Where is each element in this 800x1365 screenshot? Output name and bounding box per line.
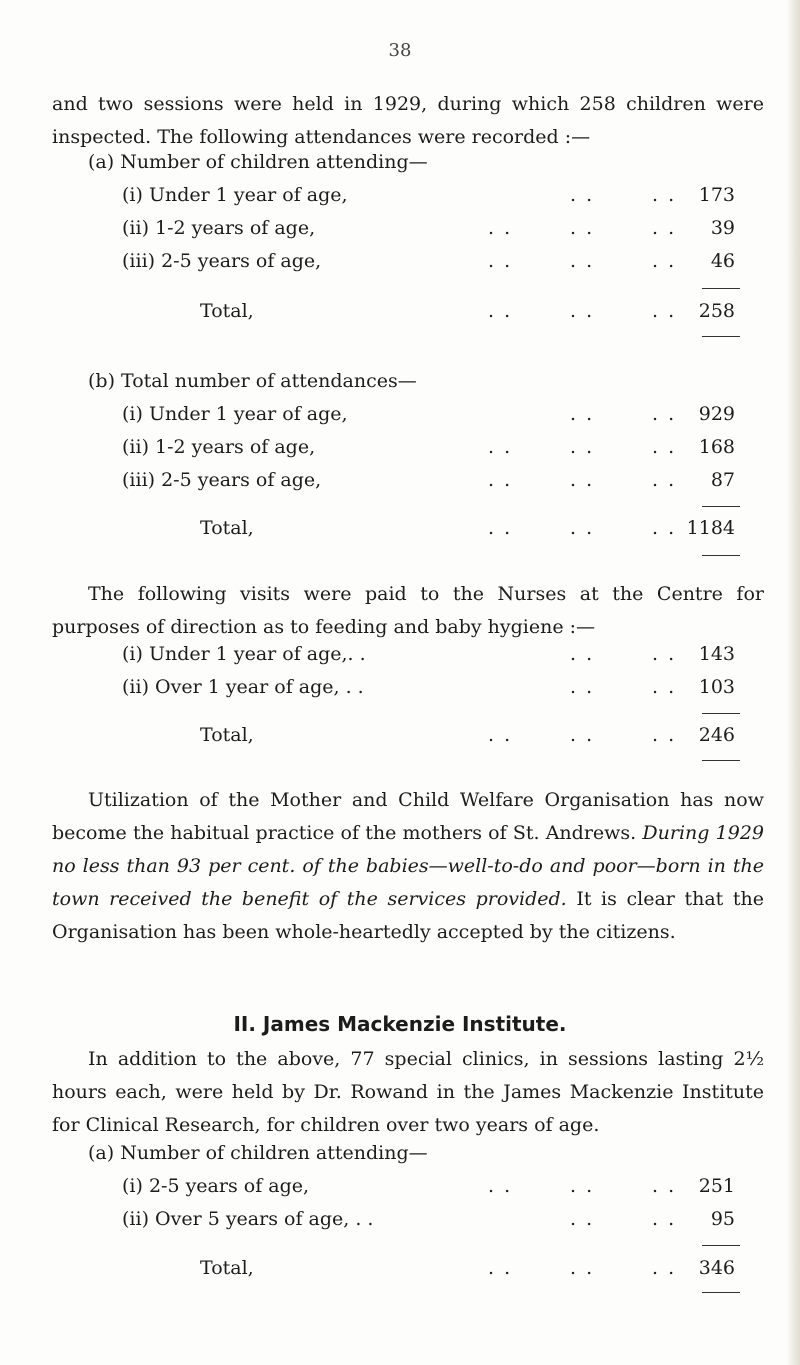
leader-dots: . .	[570, 184, 595, 206]
leader-dots: . .	[488, 436, 513, 458]
total-rule	[702, 1292, 740, 1293]
leader-dots: . .	[652, 217, 677, 239]
row-b2-label: (ii) 1-2 years of age,	[122, 436, 316, 458]
visits-paragraph: The following visits were paid to the Nurses at the Centre for purposes of direction as to feeding and baby hygiene :—	[52, 583, 764, 638]
leader-dots: . .	[488, 1257, 513, 1279]
leader-dots: . .	[570, 469, 595, 491]
row-a1-label: (i) Under 1 year of age,	[122, 184, 348, 206]
leader-dots: . .	[652, 517, 677, 539]
utilization-text: Utilization of the Mother and Child Welfare Organisation has now become the habitual practice of the mothers of St. Andrews.	[52, 789, 764, 844]
leader-dots: . .	[652, 643, 677, 665]
section-heading: II. James Mackenzie Institute.	[233, 1012, 567, 1036]
institute-paragraph: In addition to the above, 77 special clinics, in sessions lasting 2½ hours each, were held by Dr. Rowand in the James Mackenzie Institute for Clinical Research, for children over two years of age.	[52, 1048, 764, 1136]
section-a-label: (a) Number of children attending—	[88, 151, 428, 173]
row-b3-label: (iii) 2-5 years of age,	[122, 469, 322, 491]
intro-paragraph: and two sessions were held in 1929, during which 258 children were inspected. The following attendances were recorded :—	[52, 93, 764, 148]
leader-dots: . .	[652, 403, 677, 425]
row-a1-value: 173	[698, 184, 735, 206]
leader-dots: . .	[570, 250, 595, 272]
row-a3-label: (iii) 2-5 years of age,	[122, 250, 322, 272]
utilization-paragraph	[52, 784, 764, 949]
visits-total-value: 246	[698, 724, 735, 746]
visit-row-2-value: 103	[698, 676, 735, 698]
institute-total-value: 346	[698, 1257, 735, 1279]
leader-dots: . .	[652, 300, 677, 322]
sum-rule	[702, 1245, 740, 1246]
sum-rule	[702, 506, 740, 507]
total-b-value: 1184	[686, 517, 735, 539]
leader-dots: . .	[652, 676, 677, 698]
page-edge-shadow	[786, 0, 800, 1365]
leader-dots: . .	[652, 250, 677, 272]
row-b2-value: 168	[698, 436, 735, 458]
section-b-label: (b) Total number of attendances—	[88, 370, 417, 392]
leader-dots: . .	[652, 1208, 677, 1230]
leader-dots: . .	[570, 724, 595, 746]
leader-dots: . .	[652, 436, 677, 458]
institute-row-1-value: 251	[698, 1175, 735, 1197]
visit-row-1-label: (i) Under 1 year of age,. .	[122, 643, 366, 665]
total-a-label: Total,	[200, 300, 254, 322]
leader-dots: . .	[570, 300, 595, 322]
institute-total-label: Total,	[200, 1257, 254, 1279]
leader-dots: . .	[652, 1175, 677, 1197]
total-a-value: 258	[698, 300, 735, 322]
row-a3-value: 46	[710, 250, 735, 272]
total-b-label: Total,	[200, 517, 254, 539]
leader-dots: . .	[570, 217, 595, 239]
leader-dots: . .	[488, 1175, 513, 1197]
row-b1-label: (i) Under 1 year of age,	[122, 403, 348, 425]
leader-dots: . .	[652, 1257, 677, 1279]
leader-dots: . .	[570, 643, 595, 665]
institute-row-2-label: (ii) Over 5 years of age, . .	[122, 1208, 374, 1230]
visit-row-2-label: (ii) Over 1 year of age, . .	[122, 676, 364, 698]
leader-dots: . .	[570, 436, 595, 458]
leader-dots: . .	[488, 517, 513, 539]
row-b1-value: 929	[698, 403, 735, 425]
leader-dots: . .	[652, 184, 677, 206]
sum-rule	[702, 713, 740, 714]
leader-dots: . .	[570, 403, 595, 425]
row-a2-value: 39	[710, 217, 735, 239]
leader-dots: . .	[570, 676, 595, 698]
total-rule	[702, 336, 740, 337]
leader-dots: . .	[488, 300, 513, 322]
institute-row-2-value: 95	[710, 1208, 735, 1230]
leader-dots: . .	[488, 469, 513, 491]
leader-dots: . .	[570, 1257, 595, 1279]
visit-row-1-value: 143	[698, 643, 735, 665]
leader-dots: . .	[570, 1175, 595, 1197]
institute-section-a-label: (a) Number of children attending—	[88, 1142, 428, 1164]
total-rule	[702, 760, 740, 761]
leader-dots: . .	[652, 469, 677, 491]
leader-dots: . .	[488, 250, 513, 272]
sum-rule	[702, 288, 740, 289]
visits-total-label: Total,	[200, 724, 254, 746]
leader-dots: . .	[570, 1208, 595, 1230]
institute-row-1-label: (i) 2-5 years of age,	[122, 1175, 310, 1197]
leader-dots: . .	[488, 217, 513, 239]
leader-dots: . .	[570, 517, 595, 539]
row-b3-value: 87	[710, 469, 735, 491]
row-a2-label: (ii) 1-2 years of age,	[122, 217, 316, 239]
utilization-italic-text: During 1929 no less than 93 per cent. of the babies—well-to-do and poor—born in the town received the benefit of the services provided.	[52, 822, 765, 910]
utilization-text-end: It is clear that the Organisation has been whole-heartedly accepted by the citizens.	[52, 888, 764, 943]
page-number: 38	[388, 40, 412, 61]
leader-dots: . .	[652, 724, 677, 746]
total-rule	[702, 555, 740, 556]
leader-dots: . .	[488, 724, 513, 746]
